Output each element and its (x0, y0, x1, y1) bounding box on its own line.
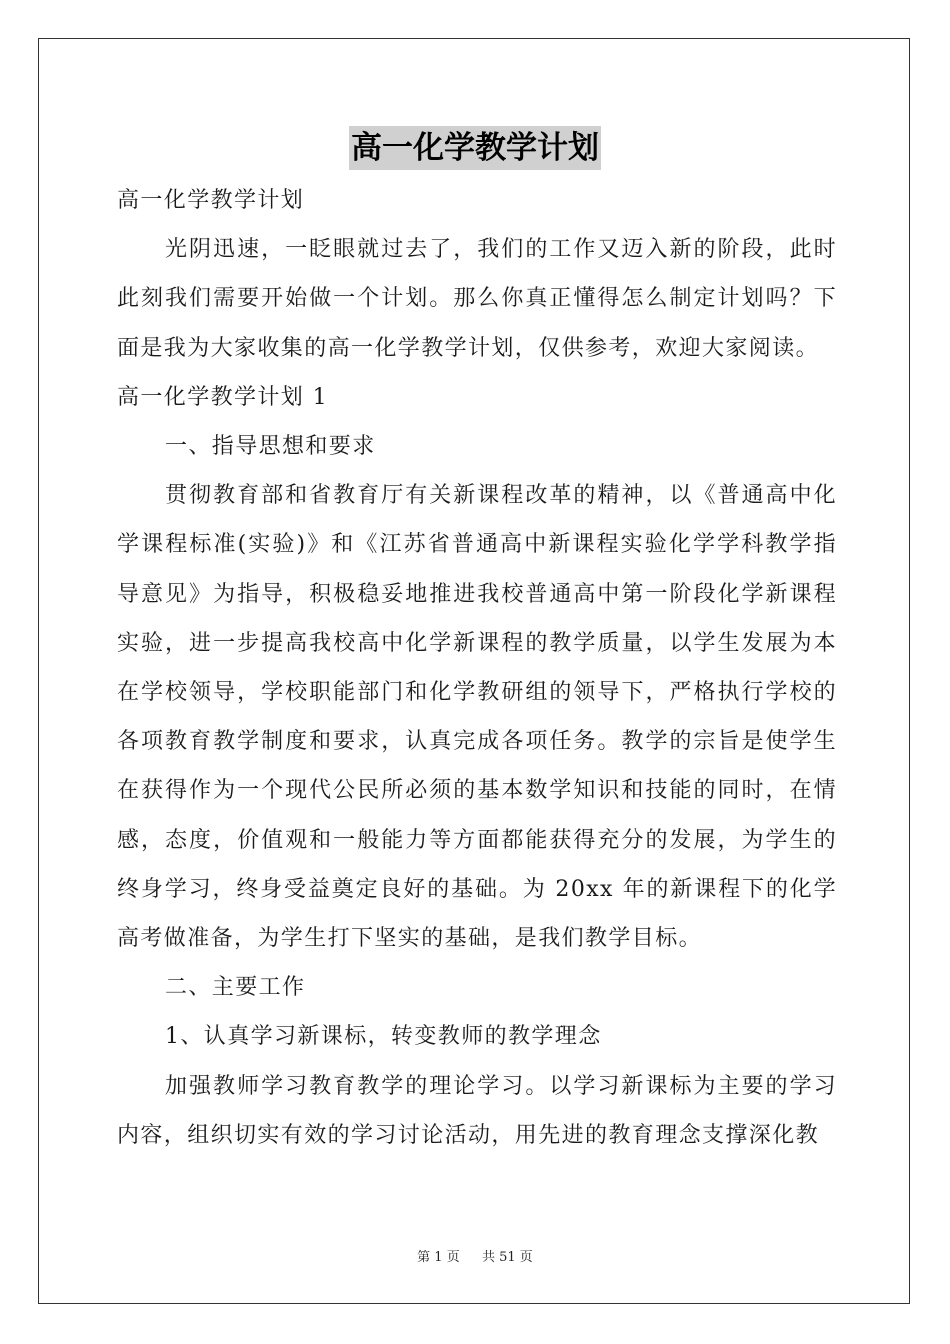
document-title: 高一化学教学计划 (349, 126, 601, 170)
paragraph: 贯彻教育部和省教育厅有关新课程改革的精神，以《普通高中化学课程标准(实验)》和《江苏省普通高中新课程实验化学学科教学指导意见》为指导，积极稳妥地推进我校普通高中第一阶段化学新课程实验，进一步提高我校高中化学新课程的教学质量，以学生发展为本在学校领导，学校职能部门和化学教研组的领导下，严格执行学校的各项教育教学制度和要求，认真完成各项任务。教学的宗旨是使学生在获得作为一个现代公民所必须的基本数学知识和技能的同时，在情感，态度，价值观和一般能力等方面都能获得充分的发展，为学生的终身学习，终身受益奠定良好的基础。为 20xx 年的新课程下的化学高考做准备，为学生打下坚实的基础，是我们教学目标。 (117, 483, 837, 952)
paragraph: 高一化学教学计划 (117, 188, 305, 213)
paragraph: 加强教师学习教育教学的理论学习。以学习新课标为主要的学习内容，组织切实有效的学习讨论活动，用先进的教育理念支撑深化教 (117, 1073, 837, 1148)
section-heading: 二、主要工作 (165, 975, 306, 1001)
page-footer (0, 1246, 950, 1265)
paragraph: 光阴迅速，一眨眼就过去了，我们的工作又迈入新的阶段，此时此刻我们需要开始做一个计划。那么你真正懂得怎么制定计划吗？下面是我为大家收集的高一化学教学计划，仅供参考，欢迎大家阅读。 (117, 237, 837, 361)
title-container (0, 126, 950, 170)
subsection-heading: 1、认真学习新课标，转变教师的教学理念 (165, 1024, 602, 1050)
total-pages: 共 51 页 (482, 1250, 533, 1265)
page-number: 第 1 页 (417, 1250, 460, 1265)
paragraph: 高一化学教学计划 1 (117, 384, 328, 410)
document-body (117, 176, 837, 1160)
section-heading: 一、指导思想和要求 (165, 434, 376, 460)
